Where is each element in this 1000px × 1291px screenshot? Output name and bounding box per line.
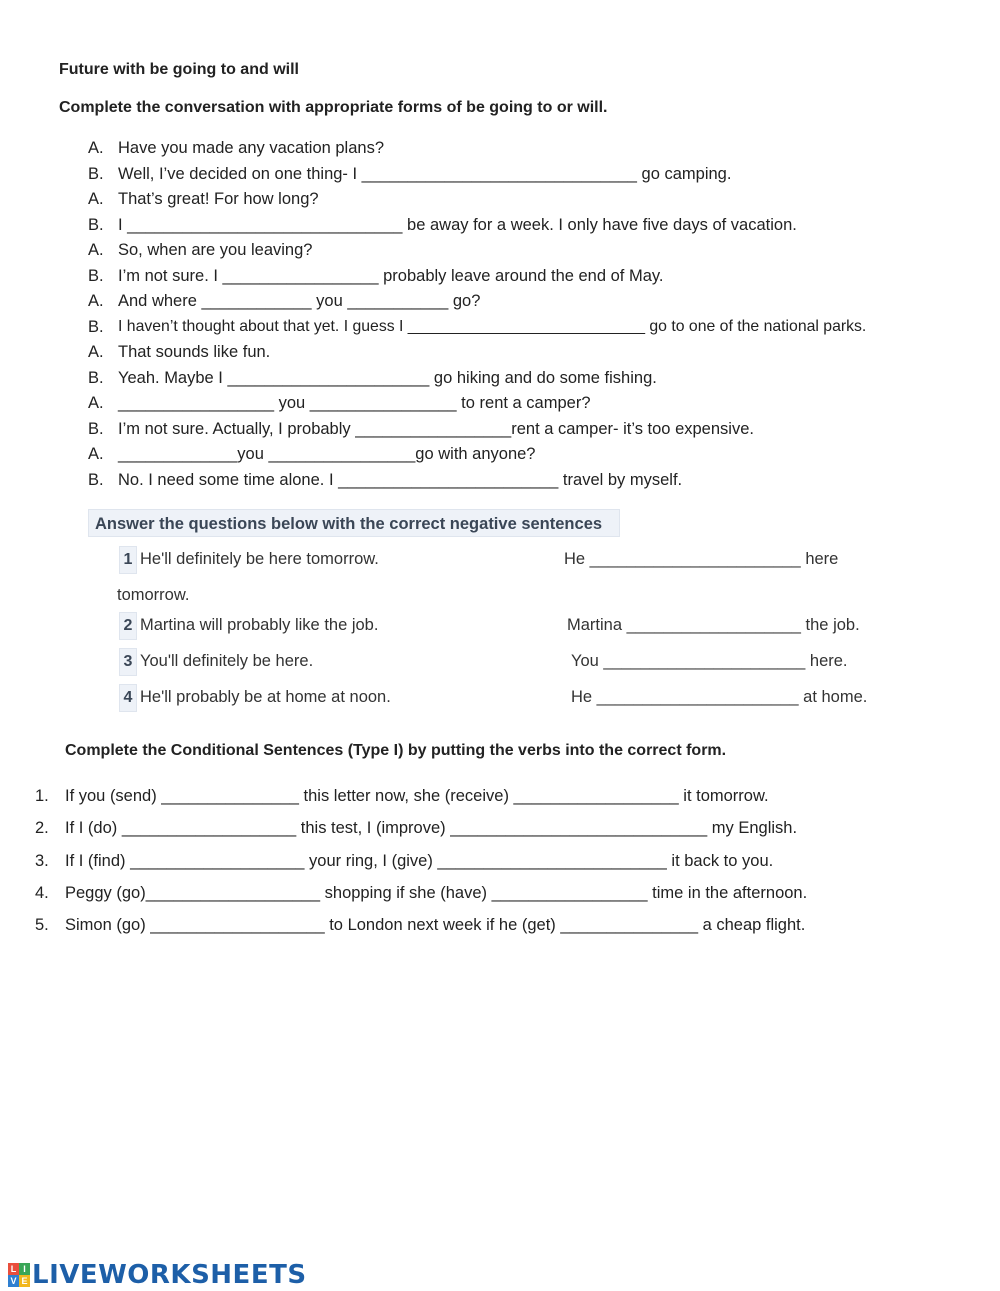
speaker-label: B. xyxy=(88,215,104,234)
conditional-sentence: If I (find) ___________________ your ring, I (give) _________________________ it back to you. xyxy=(65,852,774,870)
answer-line: He _______________________ here xyxy=(564,550,839,568)
conditionals-instruction: Complete the Conditional Sentences (Type I) by putting the verbs into the correct form. xyxy=(65,742,727,759)
badge-letter: V xyxy=(8,1275,19,1287)
line-text: Yeah. Maybe I ______________________ go hiking and do some fishing. xyxy=(118,368,657,387)
line-text: _________________ you ________________ to rent a camper? xyxy=(118,394,591,412)
question-number: 4 xyxy=(119,684,137,712)
conversation-line xyxy=(88,265,866,291)
question-number: 3 xyxy=(119,648,137,676)
speaker-label: A. xyxy=(88,394,104,412)
conditional-sentence: Simon (go) ___________________ to London next week if he (get) _______________ a cheap flight. xyxy=(65,916,806,934)
answer-line: He ______________________ at home. xyxy=(571,688,868,706)
speaker-label: A. xyxy=(88,292,104,310)
speaker-label: B. xyxy=(88,419,104,438)
badge-letter: I xyxy=(19,1263,30,1275)
question-text: You'll definitely be here. xyxy=(140,652,314,670)
conversation-line xyxy=(88,392,866,418)
conversation-line xyxy=(88,214,866,240)
question-number: 1 xyxy=(119,546,137,574)
conversation-line xyxy=(88,469,866,495)
conversation-line xyxy=(88,239,866,265)
conversation-instruction: Complete the conversation with appropriate forms of be going to or will. xyxy=(59,99,608,116)
line-text: I’m not sure. Actually, I probably _________________rent a camper- it’s too expensive. xyxy=(118,419,754,438)
conversation-line xyxy=(88,418,866,444)
speaker-label: B. xyxy=(88,266,104,285)
conversation-list xyxy=(88,137,866,494)
conditional-sentence: If you (send) _______________ this letter now, she (receive) __________________ it tomorrow. xyxy=(65,787,769,805)
conditional-sentence: If I (do) ___________________ this test, I (improve) ____________________________ my English. xyxy=(65,819,798,837)
logo-text: LIVEWORKSHEETS xyxy=(32,1260,307,1290)
question-text: He'll probably be at home at noon. xyxy=(140,688,391,706)
speaker-label: B. xyxy=(88,368,104,387)
speaker-label: A. xyxy=(88,139,104,157)
negatives-heading: Answer the questions below with the correct negative sentences xyxy=(88,509,620,537)
speaker-label: B. xyxy=(88,164,104,183)
line-text: _____________you ________________go with anyone? xyxy=(118,445,536,463)
page-title: Future with be going to and will xyxy=(59,61,299,78)
speaker-label: A. xyxy=(88,241,104,259)
conversation-line xyxy=(88,367,866,393)
line-text: And where ____________ you ___________ go? xyxy=(118,292,481,310)
answer-wrap-text: tomorrow. xyxy=(117,586,190,604)
conversation-line xyxy=(88,316,866,342)
item-number: 5. xyxy=(35,916,49,934)
line-text: Well, I’ve decided on one thing- I ______________________________ go camping. xyxy=(118,164,732,183)
conversation-line xyxy=(88,163,866,189)
item-number: 4. xyxy=(35,884,49,902)
item-number: 2. xyxy=(35,819,49,837)
question-text: He'll definitely be here tomorrow. xyxy=(140,550,379,568)
conversation-line xyxy=(88,443,866,469)
badge-letter: E xyxy=(19,1275,30,1287)
logo-badge-icon xyxy=(8,1263,30,1287)
speaker-label: B. xyxy=(88,470,104,489)
line-text: That’s great! For how long? xyxy=(118,190,319,208)
item-number: 3. xyxy=(35,852,49,870)
line-text: I’m not sure. I _________________ probably leave around the end of May. xyxy=(118,266,664,285)
answer-line: You ______________________ here. xyxy=(571,652,848,670)
line-text: I haven’t thought about that yet. I guess I ___________________________ go to one of the national parks. xyxy=(118,317,867,335)
conversation-line xyxy=(88,341,866,367)
question-number: 2 xyxy=(119,612,137,640)
speaker-label: A. xyxy=(88,343,104,361)
line-text: So, when are you leaving? xyxy=(118,241,313,259)
line-text: I ______________________________ be away for a week. I only have five days of vacation. xyxy=(118,215,797,234)
line-text: Have you made any vacation plans? xyxy=(118,139,384,157)
badge-letter: L xyxy=(8,1263,19,1275)
liveworksheets-logo[interactable] xyxy=(8,1260,307,1290)
line-text: No. I need some time alone. I ________________________ travel by myself. xyxy=(118,470,683,489)
conversation-line xyxy=(88,290,866,316)
conversation-line xyxy=(88,137,866,163)
speaker-label: A. xyxy=(88,445,104,463)
question-text: Martina will probably like the job. xyxy=(140,616,379,634)
item-number: 1. xyxy=(35,787,49,805)
conditional-sentence: Peggy (go)___________________ shopping if she (have) _________________ time in the afternoon. xyxy=(65,884,808,902)
line-text: That sounds like fun. xyxy=(118,343,271,361)
answer-line: Martina ___________________ the job. xyxy=(567,616,860,634)
conversation-line xyxy=(88,188,866,214)
speaker-label: B. xyxy=(88,317,104,336)
speaker-label: A. xyxy=(88,190,104,208)
